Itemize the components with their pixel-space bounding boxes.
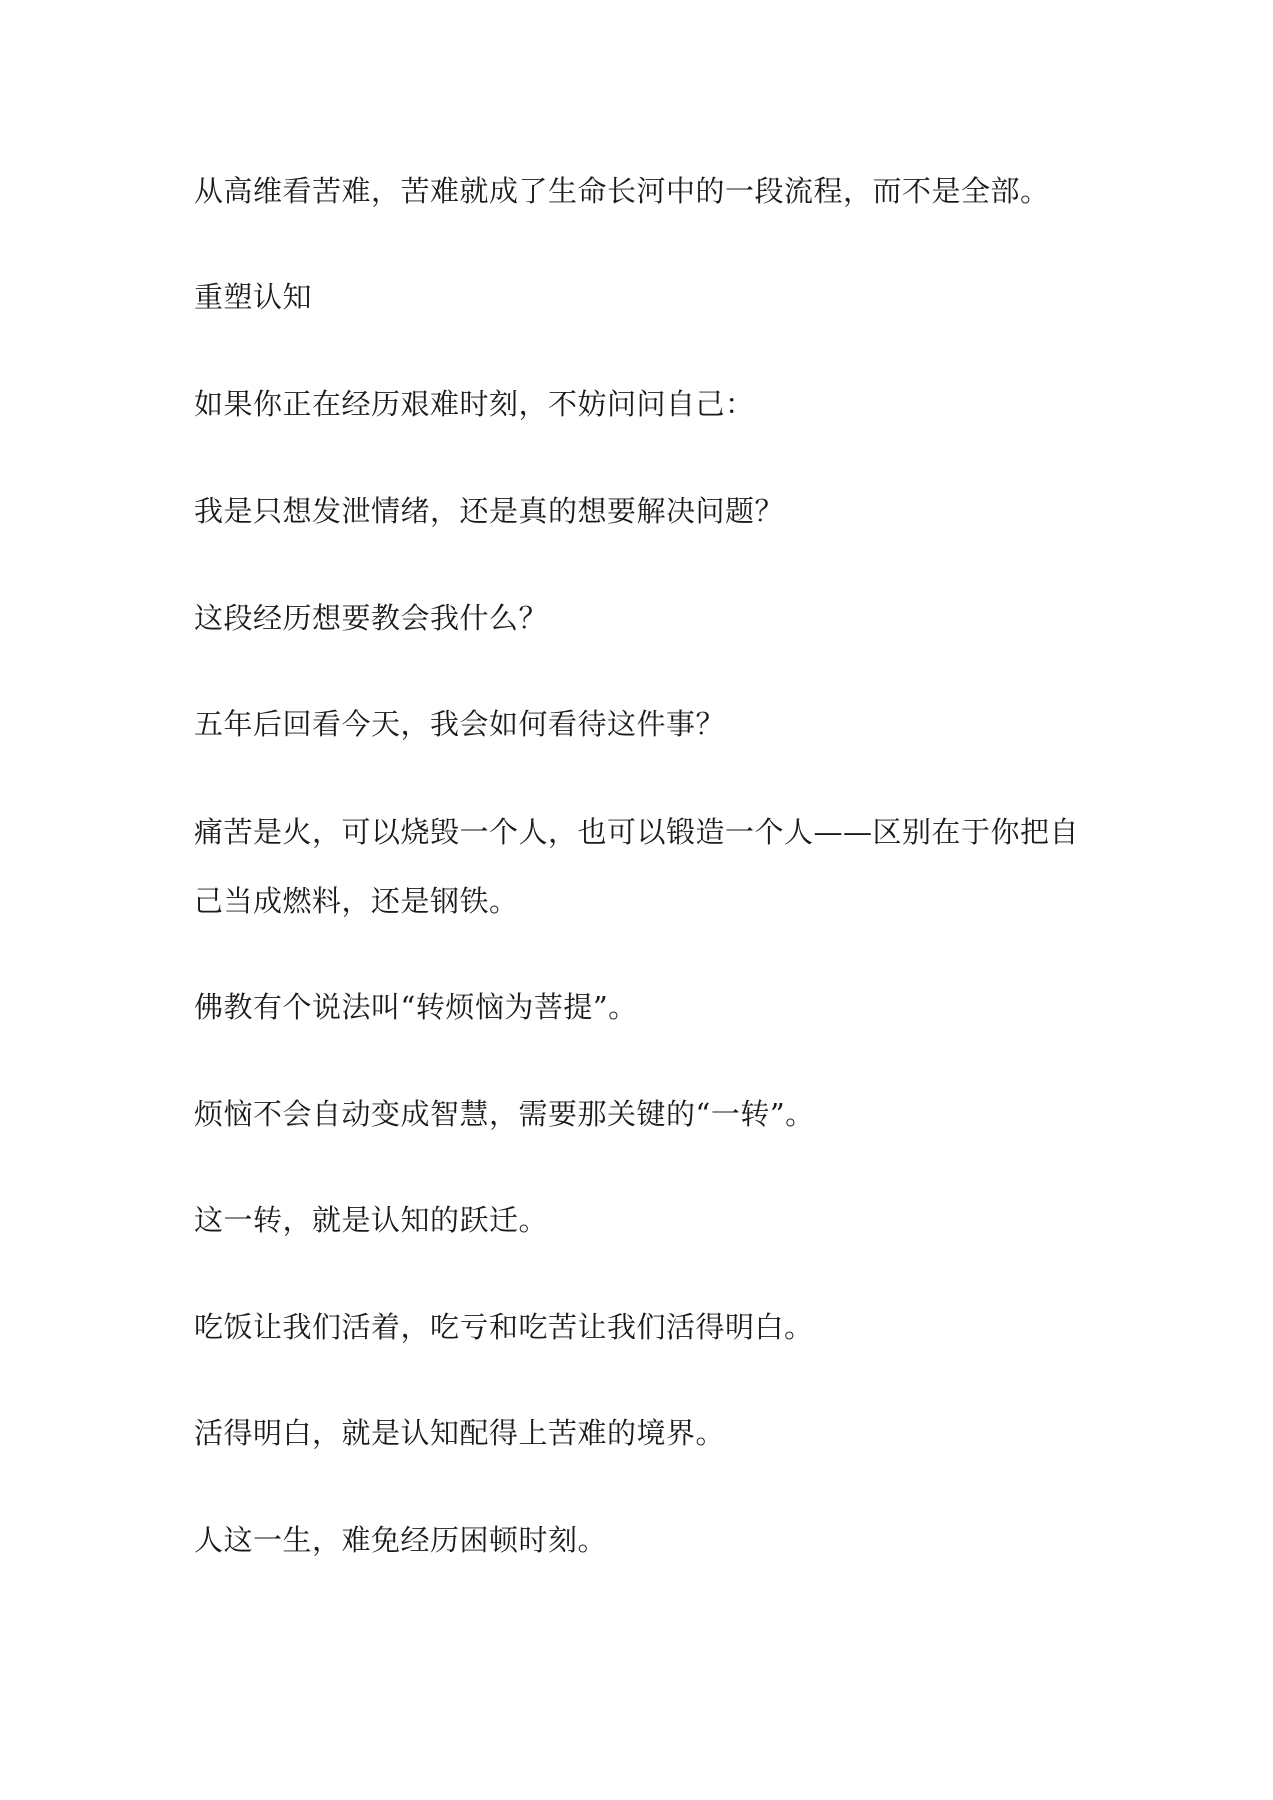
question-3: 五年后回看今天，我会如何看待这件事？ — [194, 707, 726, 741]
paragraph-ask-yourself: 如果你正在经历艰难时刻，不妨问问自己： — [194, 387, 755, 421]
paragraph-pain-is-fire-line2: 己当成燃料，还是钢铁。 — [194, 884, 519, 918]
section-heading-reshape-cognition: 重塑认知 — [194, 280, 313, 314]
question-2: 这段经历想要教会我什么？ — [194, 601, 549, 635]
paragraph-living-clearly: 活得明白，就是认知配得上苦难的境界。 — [194, 1416, 726, 1450]
paragraph-buddhism-saying: 佛教有个说法叫“转烦恼为菩提”。 — [194, 990, 638, 1024]
paragraph-cognitive-leap: 这一转，就是认知的跃迁。 — [194, 1203, 549, 1237]
paragraph-hard-times: 人这一生，难免经历困顿时刻。 — [194, 1523, 608, 1557]
question-1: 我是只想发泄情绪，还是真的想要解决问题？ — [194, 494, 785, 528]
paragraph-high-dimension: 从高维看苦难，苦难就成了生命长河中的一段流程，而不是全部。 — [194, 174, 1050, 208]
paragraph-pain-is-fire-line1: 痛苦是火，可以烧毁一个人，也可以锻造一个人——区别在于你把自 — [194, 815, 1080, 849]
paragraph-eating-and-hardship: 吃饭让我们活着，吃亏和吃苦让我们活得明白。 — [194, 1310, 814, 1344]
paragraph-key-turn: 烦恼不会自动变成智慧，需要那关键的“一转”。 — [194, 1097, 815, 1131]
